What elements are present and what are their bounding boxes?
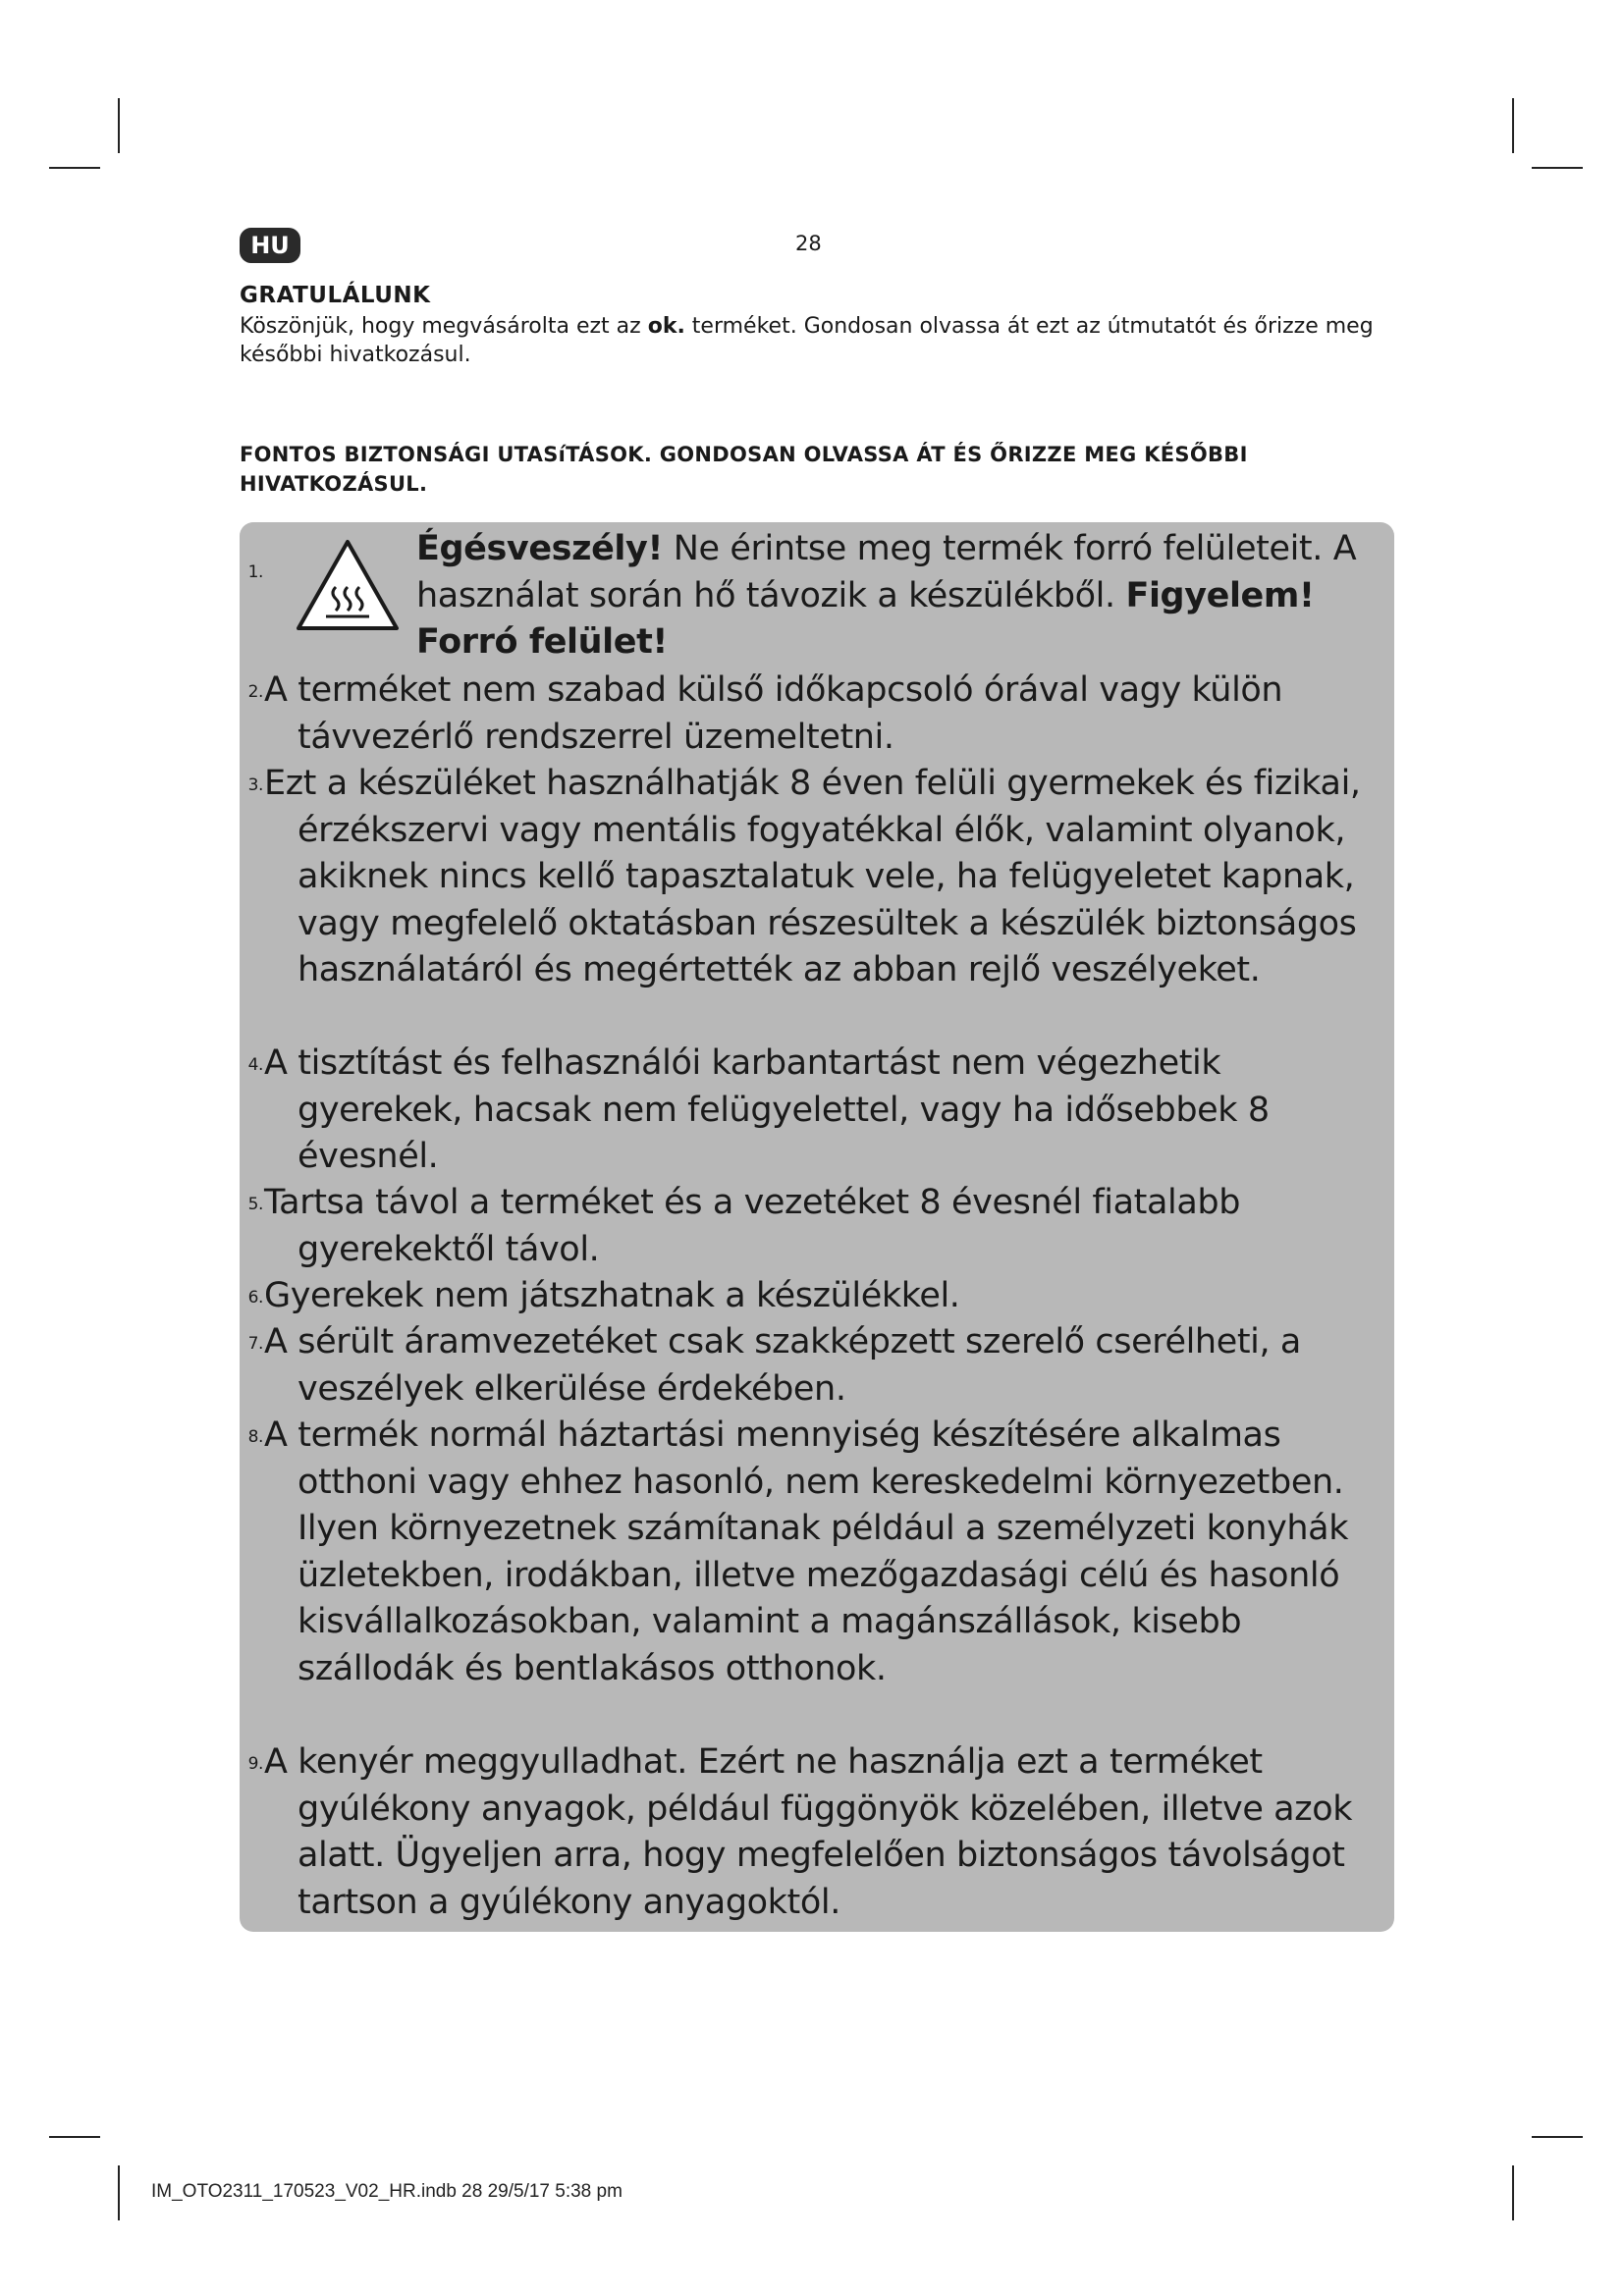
intro-paragraph [240, 312, 1398, 369]
safety-item-text [416, 526, 1394, 667]
intro-text-before: Köszönjük, hogy megvásárolta ezt az [240, 314, 648, 339]
crop-mark-bottom-right-horizontal [1532, 2136, 1583, 2138]
safety-item-text: Gyerekek nem játszhatnak a készülékkel. [264, 1276, 960, 1315]
safety-item-9 [240, 1739, 1394, 1926]
hot-surface-warning-icon [293, 536, 403, 634]
safety-item-number: 9. [247, 1754, 263, 1774]
safety-item-text: A terméket nem szabad külső időkapcsoló órával vagy külön távvezérlő rendszerrel üzemeltetni. [264, 670, 1283, 757]
safety-item-7 [240, 1319, 1394, 1413]
crop-mark-bottom-right-vertical [1512, 2165, 1514, 2220]
page-number: 28 [795, 232, 822, 255]
safety-item-2 [240, 667, 1394, 761]
safety-item-8 [240, 1413, 1394, 1692]
safety-item-text: A tisztítást és felhasználói karbantartást nem végezhetik gyerekek, hacsak nem felügyelettel, vagy ha idősebbek 8 évesnél. [264, 1043, 1270, 1176]
safety-item-4 [240, 1041, 1394, 1181]
hot-surface-label: Figyelem! Forró felület! [416, 575, 1315, 662]
safety-item-number: 4. [247, 1055, 263, 1075]
safety-item-text: A kenyér meggyulladhat. Ezért ne használja ezt a terméket gyúlékony anyagok, például függönyök közelében, illetve azok alatt. Ügyeljen arra, hogy megfelelően biztonságos távolságot tartson a gyúlékony anyagoktól. [264, 1742, 1353, 1922]
safety-item-number: 7. [247, 1334, 263, 1354]
crop-mark-bottom-left-horizontal [49, 2136, 100, 2138]
print-slug: IM_OTO2311_170523_V02_HR.indb 28 29/5/17 5:38 pm [151, 2181, 623, 2202]
safety-item-number: 5. [247, 1195, 263, 1214]
crop-mark-top-left-vertical [118, 98, 120, 153]
safety-heading: FONTOS BIZTONSÁGI UTASíTÁSOK. GONDOSAN OLVASSA ÁT ÉS ŐRIZZE MEG KÉSŐBBI HIVATKOZÁSUL. [240, 443, 1248, 496]
safety-item-text: A sérült áramvezetéket csak szakképzett szerelő cserélheti, a veszélyek elkerülése érdekében. [264, 1322, 1301, 1409]
burn-hazard-label: Égésveszély! [416, 529, 664, 568]
safety-item-text: Tartsa távol a terméket és a vezetéket 8 évesnél fiatalabb gyerekektől távol. [264, 1183, 1241, 1269]
language-badge: HU [240, 228, 300, 263]
safety-item-1-body: Ne érintse meg termék forró felületeit. A használat során hő távozik a készülékből. [416, 529, 1357, 615]
safety-item-number: 1. [247, 562, 263, 582]
safety-item-text: Ezt a készüléket használhatják 8 éven felüli gyermekek és fizikai, érzékszervi vagy mentális fogyatékkal élők, valamint olyanok, akiknek nincs kellő tapasztalatuk vele, ha felügyeletet kapnak, vagy megfelelő oktatásban részesültek a készülék biztonságos használatáról és megértették az abban rejlő veszélyeket. [264, 764, 1361, 989]
crop-mark-top-right-vertical [1512, 98, 1514, 153]
safety-item-5 [240, 1180, 1394, 1273]
crop-mark-bottom-left-vertical [118, 2165, 120, 2220]
safety-item-number: 3. [247, 775, 263, 795]
safety-item-number: 2. [247, 682, 263, 702]
safety-instructions-box [240, 522, 1394, 1932]
congrats-heading: GRATULÁLUNK [240, 283, 431, 308]
safety-item-number: 6. [247, 1288, 263, 1308]
brand-name: ok. [647, 314, 685, 339]
safety-item-number: 8. [247, 1427, 263, 1447]
crop-mark-top-left-horizontal [49, 167, 100, 169]
intro-text-after: terméket. Gondosan olvassa át ezt az útmutatót és őrizze meg későbbi hivatkozásul. [240, 314, 1374, 367]
safety-item-1 [240, 526, 1394, 667]
crop-mark-top-right-horizontal [1532, 167, 1583, 169]
safety-item-text: A termék normál háztartási mennyiség készítésére alkalmas otthoni vagy ehhez hasonló, nem kereskedelmi környezetben. Ilyen környezetnek számítanak például a személyzeti konyhák üzletekben, irodákban, illetve mezőgazdasági célú és hasonló kisvállalkozásokban, valamint a magánszállások, kisebb szállodák és bentlakásos otthonok. [264, 1415, 1349, 1688]
safety-item-3 [240, 761, 1394, 994]
safety-item-6 [240, 1273, 1394, 1320]
